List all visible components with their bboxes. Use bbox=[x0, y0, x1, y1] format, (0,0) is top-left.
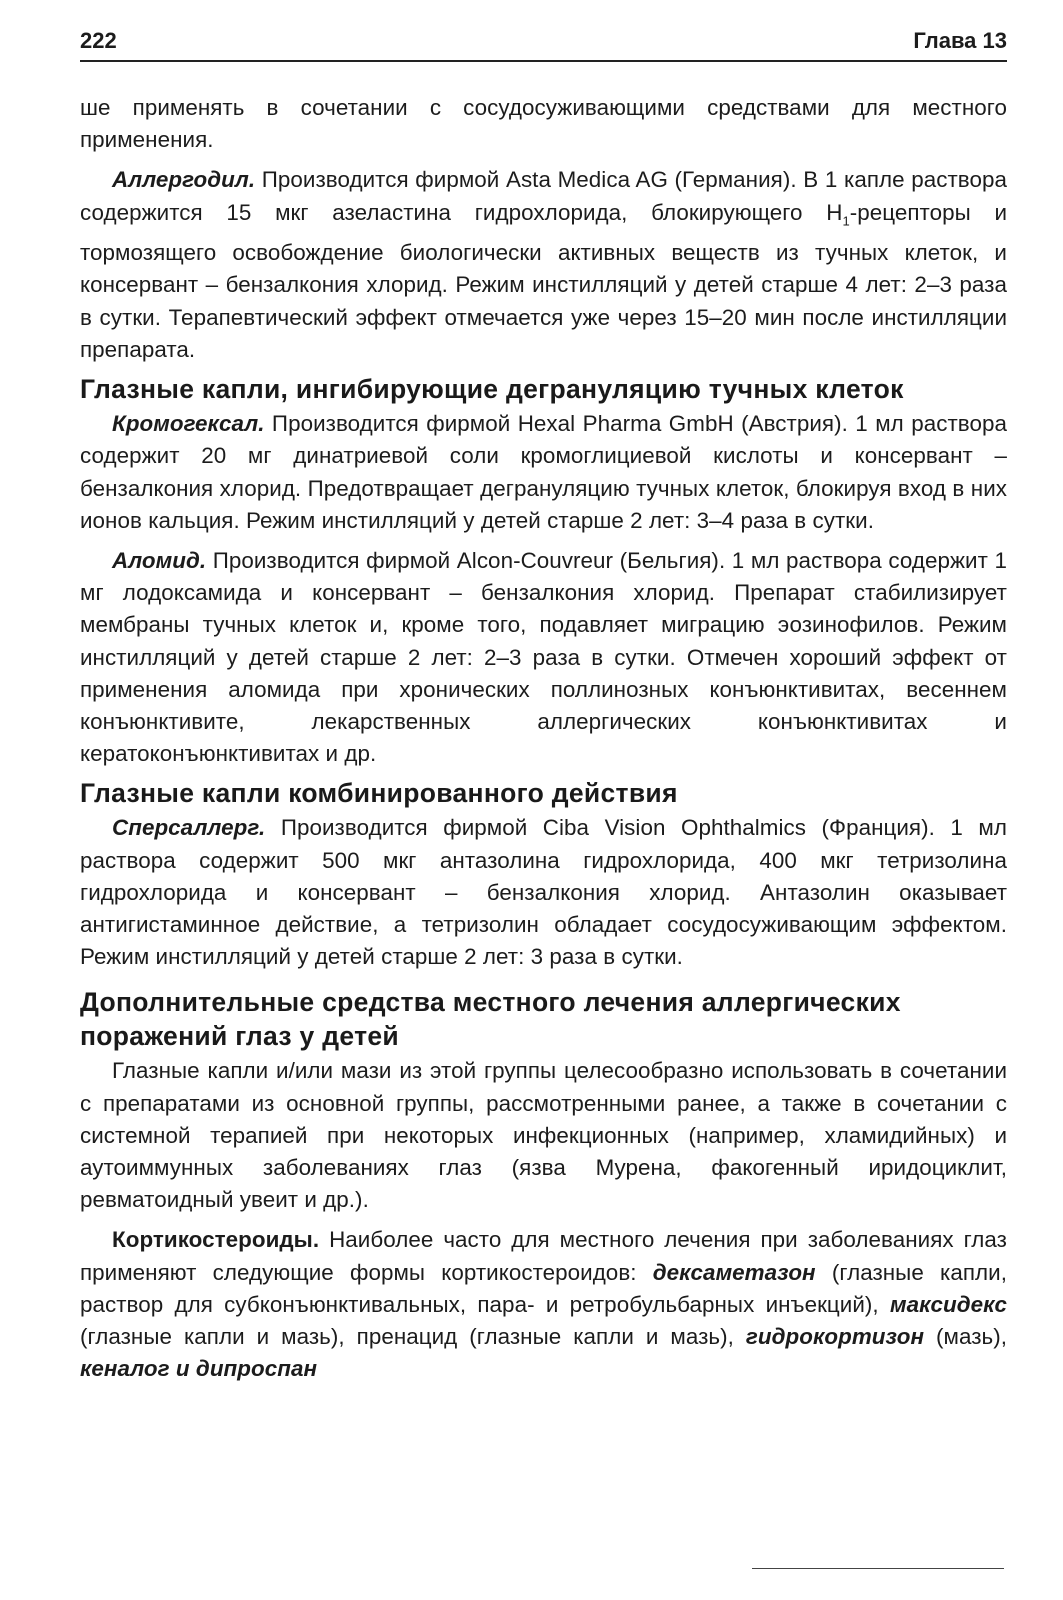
paragraph-allergodil bbox=[80, 164, 1007, 366]
chapter-title: Глава 13 bbox=[913, 28, 1007, 53]
paragraph-spersallerg bbox=[80, 812, 1007, 973]
drug-name: Аломид. bbox=[112, 547, 207, 573]
body-text bbox=[80, 92, 1007, 1385]
subscript: 1 bbox=[842, 213, 850, 229]
page-number: 222 bbox=[80, 28, 117, 53]
paragraph-corticosteroids bbox=[80, 1224, 1007, 1385]
book-page bbox=[80, 28, 1007, 1385]
drug-name: кеналог и дипроспан bbox=[80, 1356, 318, 1382]
paragraph-continuation bbox=[80, 92, 1007, 156]
section-heading: Дополнительные средства местного лечения аллергических поражений глаз у детей bbox=[80, 987, 901, 1052]
paragraph-cromohexal bbox=[80, 408, 1007, 537]
drug-name: Сперсаллерг. bbox=[112, 815, 266, 841]
drug-name: максидекс bbox=[889, 1291, 1007, 1317]
page-header bbox=[80, 28, 1007, 62]
drug-name: Аллергодил. bbox=[112, 167, 256, 193]
footer-rule bbox=[752, 1568, 1004, 1569]
paragraph-text: Производится фирмой Alcon-Couvreur (Бельгия). 1 мл раствора содержит 1 мг лодоксамида и консервант – бензалкония хлорид. Препарат стабилизирует мембраны тучных клеток и, кроме того, подавляет миграцию эозинофилов. Режим инстилляций у детей старше 2 лет: 2–3 раза в сутки. Отмечен хороший эффект от применения аломида при хронических поллинозных конъюнктивитах, весеннем конъюнктивите, лекарственных аллергических конъюнктивитах и кератоконъюнктивитах и др. bbox=[80, 547, 1007, 767]
drug-name: дексаметазон bbox=[652, 1259, 816, 1285]
paragraph-text: Наиболее часто для местного лечения при заболеваниях глаз применяют следующие формы кортикостероидов: bbox=[80, 1227, 1007, 1285]
paragraph-text: ше применять в сочетании с сосудосуживающими средствами для местного применения. bbox=[80, 95, 1007, 153]
paragraph-text: -рецепторы и тормозящего освобождение биологически активных веществ из тучных клеток, и консервант – бензалкония хлорид. Режим инстилляций у детей старше 4 лет: 2–3 раза в сутки. Терапевтический эффект отмечается уже через 15–20 мин после инстилляции препарата. bbox=[80, 199, 1007, 362]
section-heading: Глазные капли, ингибирующие дегрануляцию тучных клеток bbox=[80, 374, 904, 405]
paragraph-text: (мазь), bbox=[924, 1323, 1008, 1349]
paragraph-text: Производится фирмой Ciba Vision Ophthalmics (Франция). 1 мл раствора содержит 500 мкг антазолина гидрохлорида, 400 мкг тетризолина гидрохлорида и консервант – бензалкония хлорид. Антазолин оказывает антигистаминное действие, а тетризолин обладает сосудосуживающим эффектом. Режим инстилляций у детей старше 2 лет: 3 раза в сутки. bbox=[80, 815, 1007, 970]
paragraph-additional bbox=[80, 1055, 1007, 1216]
term: Кортикостероиды. bbox=[112, 1227, 320, 1253]
paragraph-alomid bbox=[80, 545, 1007, 770]
paragraph-text: (глазные капли, раствор для субконъюнктивальных, пара- и ретробульбарных инъекций), bbox=[80, 1259, 1007, 1317]
paragraph-text: (глазные капли и мазь), пренацид (глазные капли и мазь), bbox=[80, 1323, 746, 1349]
paragraph-text: Глазные капли и/или мази из этой группы целесообразно использовать в сочетании с препаратами из основной группы, рассмотренными ранее, а также в сочетании с системной терапией при некоторых инфекционных (например, хламидийных) и аутоиммунных заболеваниях глаз (язва Мурена, факогенный иридоциклит, ревматоидный увеит и др.). bbox=[80, 1058, 1007, 1213]
drug-name: гидрокортизон bbox=[745, 1323, 925, 1349]
paragraph-text: Производится фирмой Asta Medica AG (Германия). В 1 капле раствора содержится 15 мкг азеластина гидрохлорида, блокирующего H bbox=[80, 167, 1007, 225]
drug-name: Кромогексал. bbox=[112, 411, 265, 437]
paragraph-text: Производится фирмой Hexal Pharma GmbH (Австрия). 1 мл раствора содержит 20 мг динатриевой соли кромоглициевой кислоты и консервант – бензалкония хлорид. Предотвращает дегрануляцию тучных клеток, блокируя вход в них ионов кальция. Режим инстилляций у детей старше 2 лет: 3–4 раза в сутки. bbox=[80, 411, 1007, 533]
section-heading: Глазные капли комбинированного действия bbox=[80, 778, 678, 809]
